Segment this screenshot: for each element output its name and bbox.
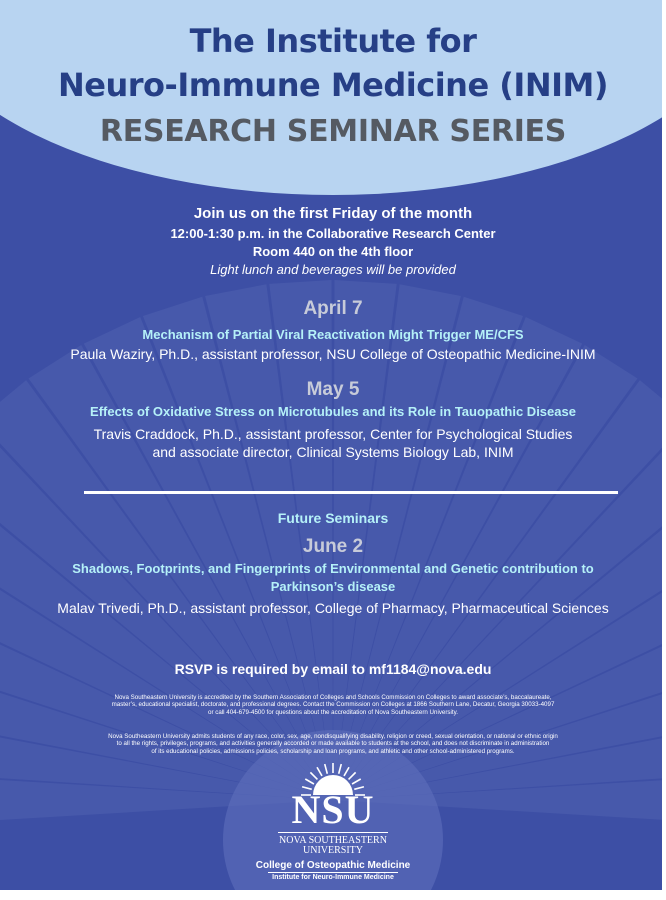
section-divider	[84, 491, 618, 494]
title-line-1: The Institute for	[189, 22, 477, 60]
seminar-1-title: Mechanism of Partial Viral Reactivation Might Trigger ME/CFS	[142, 327, 524, 342]
page-edge	[662, 0, 666, 900]
seminar-2-date: May 5	[306, 379, 360, 400]
nondiscrimination-line-2: to all the rights, privileges, programs, and activities generally accorded or made available to students at the school, and does not discriminate in administration	[116, 740, 550, 748]
page-bottom-edge	[0, 890, 666, 900]
future-seminar-speaker: Malav Trivedi, Ph.D., assistant professor, College of Pharmacy, Pharmaceutical Sciences	[57, 600, 609, 616]
intro-line-3: Room 440 on the 4th floor	[252, 244, 414, 259]
nsu-logo	[238, 762, 428, 890]
university-name-line-1: NOVA SOUTHEASTERN	[279, 835, 387, 846]
future-seminars-heading: Future Seminars	[277, 510, 389, 526]
nondiscrimination-line-1: Nova Southeastern University admits students of any race, color, sex, age, nondisqualifying disability, religion or creed, sexual orientation, or national or ethnic origin	[108, 733, 558, 740]
nondiscrimination-line-3: of its educational policies, admissions policies, scholarship and loan programs, and athletic and other school-administered programs.	[151, 747, 515, 755]
accreditation-statement	[78, 694, 588, 716]
rsvp-notice: RSVP is required by email to mf1184@nova.edu	[174, 661, 492, 677]
seminar-2-speaker-line-1: Travis Craddock, Ph.D., assistant professor, Center for Psychological Studies	[93, 426, 573, 442]
future-seminar-title-line-1: Shadows, Footprints, and Fingerprints of Environmental and Genetic contribution to	[72, 561, 594, 576]
accreditation-line-3: or call 404-679-4500 for questions about the accreditation of Nova Southeastern University.	[208, 708, 458, 716]
nsu-wordmark: NSU	[291, 787, 375, 832]
future-seminar-date: June 2	[302, 536, 364, 557]
accreditation-line-1: Nova Southeastern University is accredited by the Southern Association of Colleges and Schools Commission on Colleges to award associate’s, baccalaureate,	[114, 694, 552, 701]
college-name: College of Osteopathic Medicine	[255, 860, 411, 871]
logo-divider	[278, 832, 388, 833]
institute-name: Institute for Neuro-Immune Medicine	[272, 874, 394, 881]
intro-line-1: Join us on the first Friday of the month	[193, 205, 473, 222]
intro-line-2: 12:00-1:30 p.m. in the Collaborative Research Center	[170, 226, 496, 241]
seminar-1-speaker: Paula Waziry, Ph.D., assistant professor, NSU College of Osteopathic Medicine-INIM	[70, 346, 596, 362]
accreditation-line-2: master’s, educational specialist, doctorate, and professional degrees. Contact the Commission on Colleges at 1866 Southern Lane, Decatur, Georgia 30033-4097	[111, 701, 555, 709]
seminar-2-speaker-line-2: and associate director, Clinical Systems Biology Lab, INIM	[152, 444, 514, 460]
title-line-2: Neuro-Immune Medicine (INIM)	[58, 66, 608, 104]
seminar-2-title: Effects of Oxidative Stress on Microtubules and its Role in Tauopathic Disease	[90, 404, 576, 419]
nondiscrimination-statement	[78, 733, 588, 755]
seminar-1-date: April 7	[303, 298, 363, 319]
college-divider	[268, 872, 398, 873]
future-seminar-title-line-2: Parkinson’s disease	[270, 579, 396, 594]
intro-line-4: Light lunch and beverages will be provided	[210, 262, 456, 277]
series-subtitle: RESEARCH SEMINAR SERIES	[99, 114, 567, 149]
university-name-line-2: UNIVERSITY	[303, 845, 363, 856]
